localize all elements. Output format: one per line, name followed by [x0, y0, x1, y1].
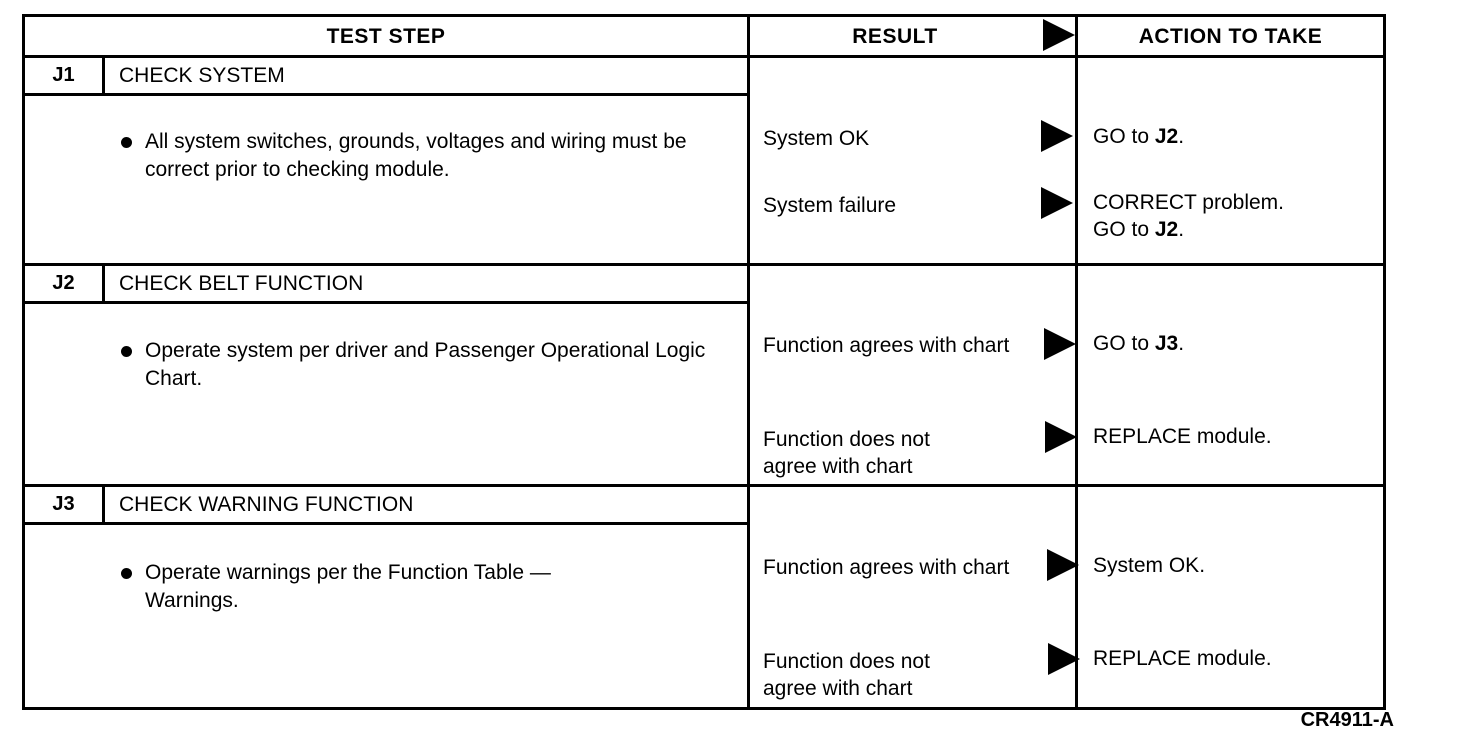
divider-result-action — [1075, 17, 1078, 707]
step-title: CHECK BELT FUNCTION — [105, 266, 747, 304]
action-text: REPLACE module. — [1093, 425, 1272, 448]
header-test-step: TEST STEP — [326, 25, 446, 48]
arrow-icon — [1048, 643, 1080, 675]
action-text: REPLACE module. — [1093, 647, 1272, 670]
step-title: CHECK SYSTEM — [105, 58, 747, 96]
arrow-icon — [1045, 421, 1077, 453]
step-description: Operate warnings per the Function Table — Warnings. — [121, 559, 721, 615]
arrow-icon — [1041, 120, 1073, 152]
result-text: Function agrees with chart — [763, 556, 1010, 579]
diagnostic-chart — [22, 14, 1386, 710]
action-text: GO to J3. — [1093, 332, 1185, 355]
bullet-icon — [121, 568, 132, 579]
header-arrow-icon — [1043, 19, 1075, 51]
arrow-icon — [1044, 328, 1076, 360]
figure-id: CR4911-A — [1300, 709, 1394, 731]
arrow-icon — [1047, 549, 1079, 581]
action-text: GO to J2. — [1093, 125, 1185, 148]
step-description: Operate system per driver and Passenger Operational Logic Chart. — [121, 337, 721, 393]
bullet-icon — [121, 346, 132, 357]
step-id: J1 — [25, 58, 105, 96]
action-text: System OK. — [1093, 554, 1206, 577]
bullet-icon — [121, 137, 132, 148]
header-result: RESULT — [852, 25, 938, 48]
result-text: Function does not agree with chart — [763, 650, 930, 700]
action-text: CORRECT problem. GO to J2. — [1093, 191, 1284, 241]
header-action: ACTION TO TAKE — [1138, 25, 1323, 48]
arrow-icon — [1041, 187, 1073, 219]
step-description: All system switches, grounds, voltages and wiring must be correct prior to checking module. — [121, 128, 721, 184]
result-text: System failure — [763, 194, 897, 217]
result-text: System OK — [763, 127, 870, 150]
step-title: CHECK WARNING FUNCTION — [105, 487, 747, 525]
step-id: J2 — [25, 266, 105, 304]
result-text: Function agrees with chart — [763, 334, 1010, 357]
step-id: J3 — [25, 487, 105, 525]
result-text: Function does not agree with chart — [763, 428, 930, 478]
divider-test-result — [747, 17, 750, 707]
